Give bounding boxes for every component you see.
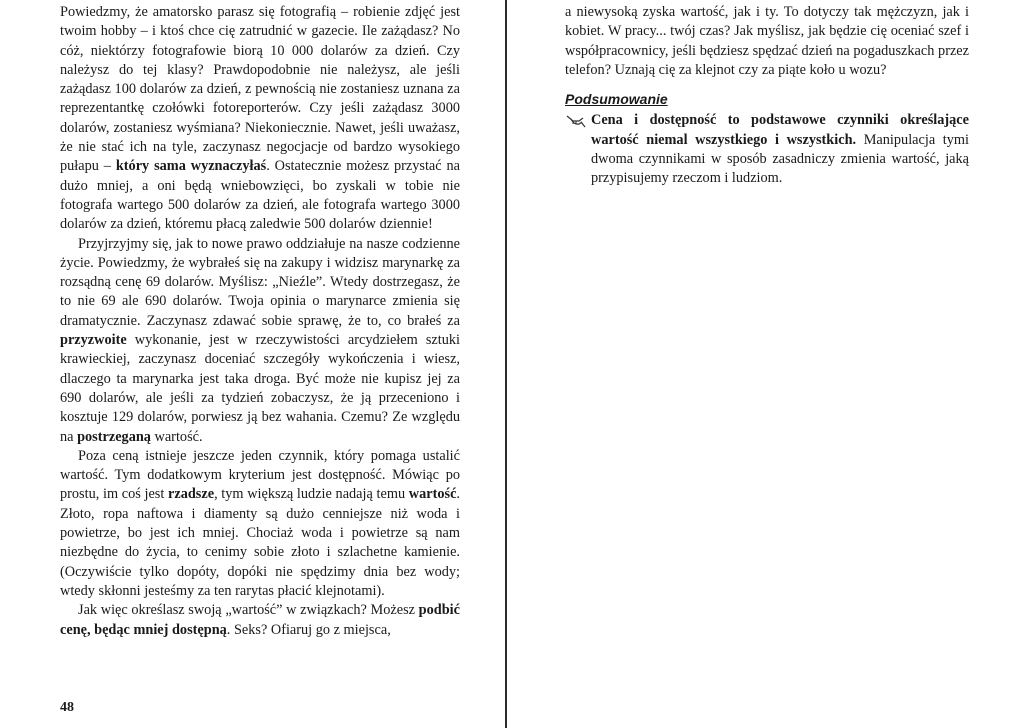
text-segment: wykonanie, jest w rzeczywistości arcydziełem sztuki krawieckiej, zaczynasz doceniać szczegóły wykończenia i wiesz, dlaczego ta marynarka jest taka droga. Być może nie kupisz jej za 690 dolarów, ale jeśli za tydzień zobaczysz, że ją przeceniono i kosztuje 129 dolarów, porwiesz ją bez wahania. Czemu? Ze względu na — [60, 332, 460, 445]
bold-text-segment: rzadsze — [168, 486, 215, 503]
bold-text-segment: wartość — [408, 486, 457, 503]
bold-text-segment: który sama wyznaczyłaś — [115, 158, 267, 175]
right-page — [511, 0, 1016, 728]
section-heading: Podsumowanie — [565, 91, 668, 108]
right-text-column — [565, 3, 969, 189]
bold-text-segment: podbić cenę, będąc mniej dostępną — [60, 602, 460, 638]
text-segment: , tym większą ludzie nadają temu — [214, 486, 409, 503]
left-text-column — [60, 3, 460, 640]
text-segment: a niewysoką zyska wartość, jak i ty. To dotyczy tak mężczyzn, jak i kobiet. W pracy... twój czas? Jak myślisz, jak będzie cię oceniać szef i współpracownicy, jeśli będziesz spędzać dzień na pogaduszkach przez telefon? Uznają cię za klejnot czy za piąte koło u wozu? — [565, 4, 969, 78]
bold-text-segment: przyzwoite — [60, 332, 127, 349]
paragraph — [60, 235, 460, 447]
paragraph — [60, 3, 460, 235]
text-segment: wartość. — [150, 428, 203, 445]
left-page — [0, 0, 505, 728]
paragraph — [60, 447, 460, 601]
page-number: 48 — [60, 700, 74, 715]
text-segment: Jak więc określasz swoją „wartość” w związkach? Możesz — [78, 602, 419, 619]
text-segment: Przyjrzyjmy się, jak to nowe prawo oddziałuje na nasze codzienne życie. Powiedzmy, że wybrałeś się na zakupy i widzisz marynarkę za rozsądną cenę 69 dolarów. Myślisz: „Nieźle”. Wtedy dostrzegasz, że to nie 69 ale 690 dolarów. Twoja opinia o marynarce zmienia się dramatycznie. Zaczynasz zdawać sobie sprawę, że to, co brałeś za — [60, 235, 460, 329]
book-gutter — [505, 0, 507, 728]
writing-hand-icon — [565, 112, 587, 130]
text-segment: Poza ceną istnieje jeszcze jeden czynnik, który pomaga ustalić wartość. Tym dodatkowym kryterium jest dostępność. Mówiąc po prostu, im coś jest — [60, 447, 460, 503]
bold-text-segment: Cena i dostępność to podstawowe czynniki określające wartość niemal wszystkiego i wszystkich. — [591, 112, 969, 148]
summary-item — [565, 111, 969, 188]
text-segment: . Złoto, ropa naftowa i diamenty są dużo cenniejsze niż woda i powietrze, bo jest ich mniej. Chociaż woda i powietrze są nam niezbędne do życia, to cenimy sobie złoto i szlachetne kamienie. (Oczywiście tylko dopóty, dopóki nie spędzimy dnia bez wody; wtedy skłonni jesteśmy za ten rarytas płacić klejnotami). — [60, 486, 460, 599]
right-paragraphs — [565, 3, 969, 80]
text-segment: Manipulacja tymi dwoma czynnikami w sposób zasadniczy zmienia wartość, jaką przypisujemy rzeczom i ludziom. — [591, 131, 969, 187]
paragraph — [60, 601, 460, 640]
text-segment: . Seks? Ofiaruj go z miejsca, — [226, 621, 391, 638]
summary-text — [591, 111, 969, 188]
paragraph — [565, 3, 969, 80]
text-segment: Powiedzmy, że amatorsko parasz się fotografią – robienie zdjęć jest twoim hobby – i ktoś chce cię zatrudnić w gazecie. Ile zażądasz? No cóż, niektórzy fotografowie biorą 10 000 dolarów za dzień. Czy należysz do tej klasy? Prawdopodobnie nie należysz, ale jeśli zażądasz 100 dolarów za dzień, z pewnością nie zostaniesz uznana za reprezentantkę czołówki fotoreporterów. Czy jeśli zażądasz 3000 dolarów, zostaniesz wyśmiana? Niekoniecznie. Nawet, jeśli uważasz, że nie stać ich na tyle, zaczynasz negocjacje od bardzo wysokiego pułapu – — [60, 4, 460, 175]
text-segment: . Ostatecznie możesz przystać na dużo mniej, a oni będą wniebowzięci, bo zyskali w tobie nie fotografa wartego 500 dolarów za dzień, ale fotografa wartego 3000 dolarów za dzień, któremu płacą zaledwie 500 dolarów dziennie! — [60, 158, 460, 233]
bold-text-segment: postrzeganą — [77, 428, 151, 445]
